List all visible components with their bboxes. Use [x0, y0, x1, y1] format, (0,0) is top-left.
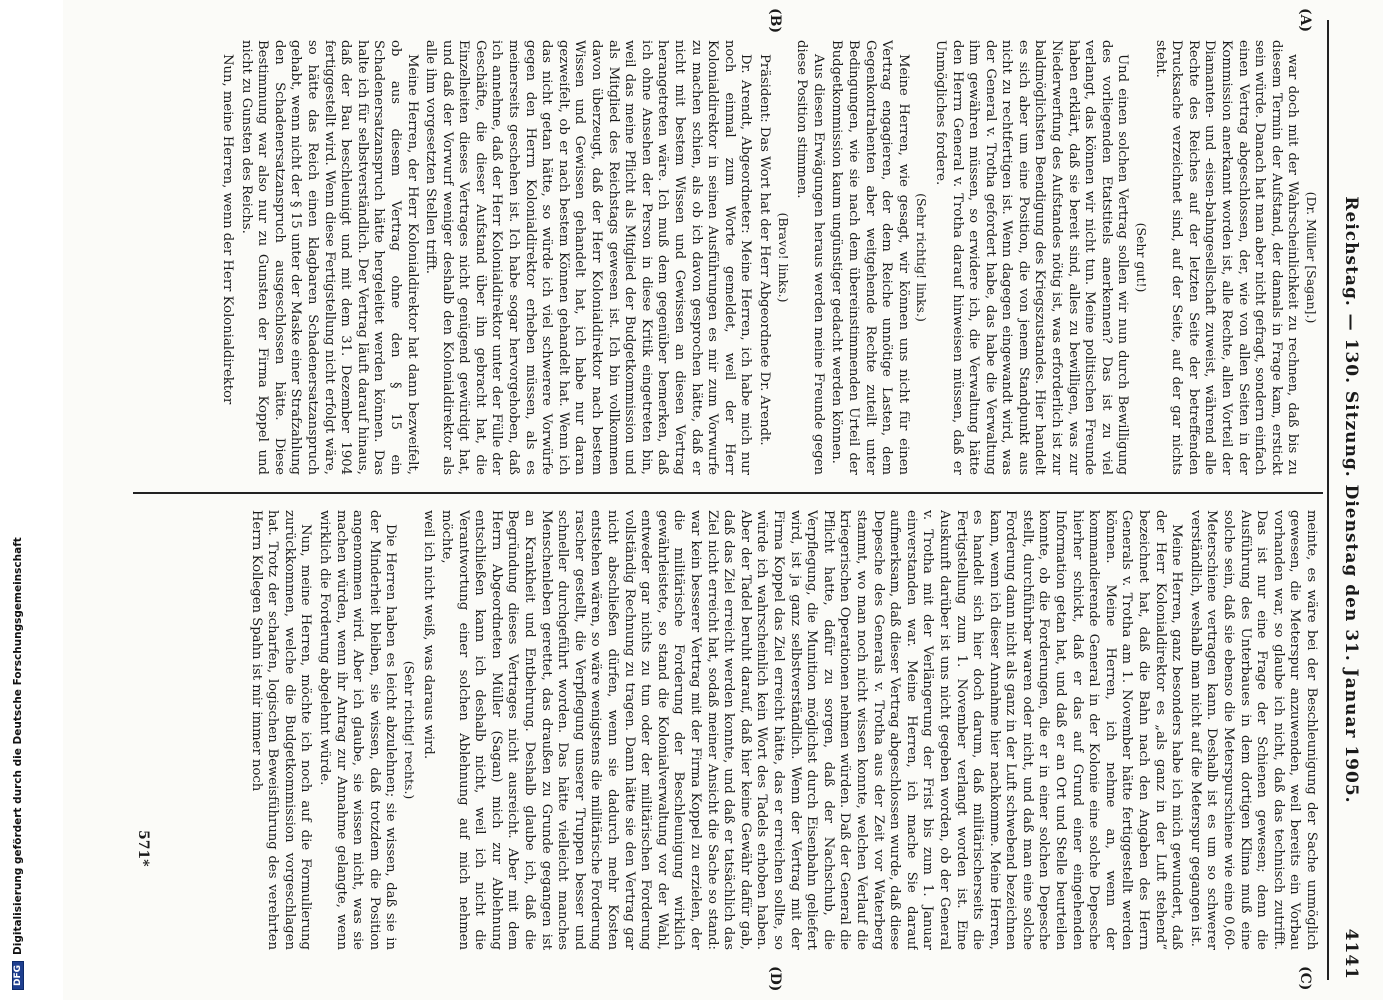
left-interjection: (Sehr gut!) — [1134, 222, 1150, 293]
page-number: 4141 — [1341, 928, 1361, 980]
credit-line — [12, 537, 24, 990]
right-paragraph: weil ich nicht weiß, was daraus wird. — [420, 510, 436, 760]
margin-marker-b: (B) — [767, 8, 783, 34]
printer-signature: 571* — [135, 830, 151, 867]
header-rule — [1327, 20, 1329, 980]
right-paragraph: Die Herren haben es leicht abzulehnen; sie wissen, daß sie in der Minderheit bleiben, sie wissen, daß trotzdem die Position angenommen wird. Aber ich glaube, sie wissen nicht, was sie machen würden, wenn ihr Antrag zur Annahme gelangte, wenn wirklich die Forderung abgelehnt würde. — [316, 510, 399, 950]
left-paragraph: war doch mit der Wahrscheinlichkeit zu rechnen, daß bis zu diesem Termin der Aufstand, der damals in Frage kam, erstickt sein würde. Danach hat man aber nicht gefragt, sondern einfach einen Vertrag abgeschlossen, der, wie von allen Seiten in der Kommission anerkannt worden ist, alle Rechte, allen Vorteil der Diamanten- und -eisen-bahngesellschaft zuweist, während alle Rechte des Reiches auf der letzten Seite der betreffenden Drucksache verzeichnet sind, auf der Seite, auf der gar nichts steht. — [1152, 40, 1301, 475]
margin-marker-c: (C) — [1297, 966, 1313, 991]
right-interjection: (Sehr richtig! rechts.) — [401, 660, 417, 800]
left-text-column — [159, 40, 1319, 475]
left-interjection: (Dr. Müller [Sagan].) — [1304, 191, 1319, 324]
dfg-logo-icon: DFG — [12, 961, 24, 990]
left-interjection: (Bravo! links.) — [775, 212, 791, 303]
right-paragraph: meinte, es wäre bei der Beschleunigung der Sache unmöglich gewesen, die Meterspur anzuwenden, weil bereits ein Vorbau vorhanden war, so glaube ich nicht, daß das technisch zutrifft. Das ist nur eine Frage der Schienen gewesen; denn die Ausführung des Unterbaues in dem dortigen Klima muß eine solche sein, daß sie ebenso die Meterspurschiene wie eine 0,60-Meterschiene vertragen kann. Deshalb ist es um so schwerer verständlich, weshalb man nicht auf die Meterspur gegangen ist. — [1187, 510, 1319, 950]
right-text-column — [159, 510, 1319, 950]
right-paragraph: Nun, meine Herren, möchte ich noch auf die Formulierung zurückkommen, welche die Budgetkommission vorgeschlagen hat. Trotz der scharfen, logischen Beweisführung des verehrten Herrn Kollegen Spahn ist mir immer noch — [248, 510, 314, 950]
left-paragraph: Meine Herren, wie gesagt, wir können uns nicht für einen Vertrag engagieren, der dem Reiche unnötige Lasten, dem Gegenkontrahenten aber weitgehende Rechte zuteilt unter Bedingungen, wie sie nach dem übereinstimmenden Urteil der Budgetkommission kaum ungünstiger gedacht werden können. — [829, 40, 911, 475]
credit-text: Digitalisierung gefördert durch die Deutsche Forschungsgemeinschaft — [12, 537, 24, 955]
right-paragraph: Meine Herren, ganz besonders habe ich mich gewundert, daß der Herr Kolonialdirektor es „als ganz in der Luft stehend“ bezeichnet hat, daß die Bahn nach den Angaben des Herrn Generals v. Trotha am 1. November hätte fertiggestellt werden können. Meine Herren, ich nehme an, wenn der kommandierende General in der Kolonie eine solche Depesche hierher schickt, daß er das auf Grund einer eingehenden Information getan hat, und daß er an Ort und Stelle beurteilen konnte, ob die Forderungen, die er in einer solchen Depesche stellt, durchführbar waren oder nicht, und daß man eine solche Forderung dann nicht als ganz in der Luft schwebend bezeichnen kann, wenn ich dieser Annahme hier nachkomme. Meine Herren, es handelt sich hier doch darum, daß militärischerseits die Fertigstellung zum 1. November verlangt worden ist. Eine Auskunft darüber ist uns nicht gegeben worden, ob der General v. Trotha mit der Verlängerung der Frist bis zum 1. Januar einverstanden war. Meine Herren, ich mache Sie darauf aufmerksam, daß dieser Vertrag abgeschlossen wurde, daß diese Depesche des Generals v. Trotha aus der Zeit vor Waterberg stammt, wo man noch nicht wissen konnte, welchen Verlauf die kriegerischen Operationen nehmen würden. Daß der General die Pflicht hatte, dafür zu sorgen, daß der Nachschub, die Verpflegung, die Munition möglichst durch Eisenbahn geliefert wird, ist ja ganz selbstverständlich. Wenn der Vertrag mit der Firma Koppel das Ziel erreicht hätte, das er erreichen sollte, so würde ich wahrscheinlich kein Wort des Tadels erhoben haben. Aber der Tadel beruht darauf, daß hier keine Gewähr dafür gab, daß das Ziel erreicht werden konnte, und daß er tatsächlich das Ziel nicht erreicht hat, sodaß meiner Ansicht die Sache so stand: war kein besserer Vertrag mit der Firma Koppel zu erzielen, der die militärische Forderung der Beschleunigung wirklich gewährleistete, so stand die Kolonialverwaltung vor der Wahl, entweder gar nichts zu tun oder der militärischen Forderung vollständig Rechnung zu tragen. Dann hätte sie den Vertrag gar nicht abschließen dürfen, wenn sie dadurch mehr Kosten entstehen wären, so wäre wenigstens die militärische Forderung rascher gestellt, die Verpflegung unserer Truppen besser und schneller durchgeführt worden. Das hätte vielleicht manches Menschenleben gerettet, das draußen zu Grunde gegangen ist an Krankheit und Entbehrung. Deshalb glaube ich, daß die Begründung dieses Vertrages nicht ausreicht. Aber mit dem Herrn Abgeordneten Müller (Sagan) mich zur Ablehnung entschließen kann ich deshalb nicht, weil ich nicht die Verantwortung einer solchen Ablehnung auf mich nehmen möchte, — [439, 510, 1185, 950]
page-header — [1325, 20, 1369, 980]
left-interjection: (Sehr richtig! links.) — [914, 193, 930, 322]
header-title: Reichstag. — 130. Sitzung. Dienstag den 31. Januar 1905. — [1341, 196, 1361, 804]
left-paragraph: Nun, meine Herren, wenn der Herr Kolonialdirektor — [220, 54, 235, 405]
digitization-credit-sidebar — [0, 0, 24, 1000]
rotated-document-page — [63, 0, 1383, 1000]
left-paragraph: Und einen solchen Vertrag sollen wir nun durch Bewilligung des vorliegenden Etatstitels anerkennen? Das ist zu viel verlangt, das können wir nicht tun. Meine politischen Freunde haben erklärt, daß sie bereit sind, alles zu bewilligen, was zur Niederwerfung des Aufstandes nötig ist, was erforderlich ist zur baldmöglichsten Beendigung des Kriegszustandes. Hier handelt es sich aber um eine Position, die von jenem Standpunkt aus nicht zu rechtfertigen ist. Wenn dagegen eingewandt wird, was der General v. Trotha gefordert habe, das habe die Verwaltung ihm gewähren müssen, so erwidere ich, die Verwaltung hätte den Herrn General v. Trotha darauf hinweisen müssen, daß er Unmögliches fordere. — [932, 40, 1131, 475]
left-paragraph: Aus diesen Erwägungen heraus werden meine Freunde gegen diese Position stimmen. — [794, 40, 826, 475]
margin-marker-a: (A) — [1297, 8, 1313, 33]
left-paragraph: Dr. Arendt, Abgeordneter: Meine Herren, ich habe mich nur noch einmal zum Worte gemeldet, weil der Herr Kolonialdirektor in seinen Ausführungen es mir zum Vorwurfe zu machen schien, als ob ich davon gesprochen hätte, daß er nicht mit bestem Wissen und Gewissen an diesen Vertrag herangetreten wäre. Ich muß dem gegenüber bemerken, daß ich ohne Ansehen der Person in diese Kritik eingetreten bin, weil das meine Pflicht als Mitglied der Budgetkommission und als Mitglied des Reichstags gewesen ist. Ich bin vollkommen davon überzeugt, daß der Herr Kolonialdirektor nach bestem Wissen und Gewissen gehandelt hat, ich habe nur daran gezweifelt, ob er nach bestem Können gehandelt hat. Wenn ich das nicht getan hätte, so würde ich viel schwerere Vorwürfe gegen den Herrn Kolonialdirektor erheben müssen, als es meinerseits geschehen ist. Ich habe sogar hervorgehoben, daß ich annehme, daß der Herr Kolonialdirektor unter der Fülle der Geschäfte, die dieser Aufstand über ihn gebracht hat, die Einzelheiten dieses Vertrages nicht genügend gewürdigt hat, und daß der Vorwurf weniger deshalb den Kolonialdirektor als alle ihm vorgesetzten Stellen trifft. — [423, 40, 754, 475]
margin-marker-d: (D) — [767, 966, 783, 992]
left-paragraph: Meine Herren, der Herr Kolonialdirektor hat dann bezweifelt, ob aus diesem Vertrag ohne den § 15 ein Schadenersatzanspruch hätte hergeleitet werden können. Das halte ich für selbstverständlich. Der Vertrag läuft darauf hinaus, daß der Bau beschleunigt und mit dem 31. Dezember 1904 fertiggestellt wird. Wenn diese Fertigstellung nicht erfolgt wäre, so hätte das Reich einen klagbaren Schadenersatzanspruch gehabt, wenn nicht der § 15 unter der Maske einer Strafzahlung den Schadenersatzanspruch ausgeschlossen hätte. Diese Bestimmung war also nur zu Gunsten der Firma Koppel und nicht zu Gunsten des Reichs. — [238, 40, 420, 475]
column-divider — [133, 492, 1323, 494]
left-paragraph: Präsident: Das Wort hat der Herr Abgeordnete Dr. Arendt. — [757, 54, 772, 446]
